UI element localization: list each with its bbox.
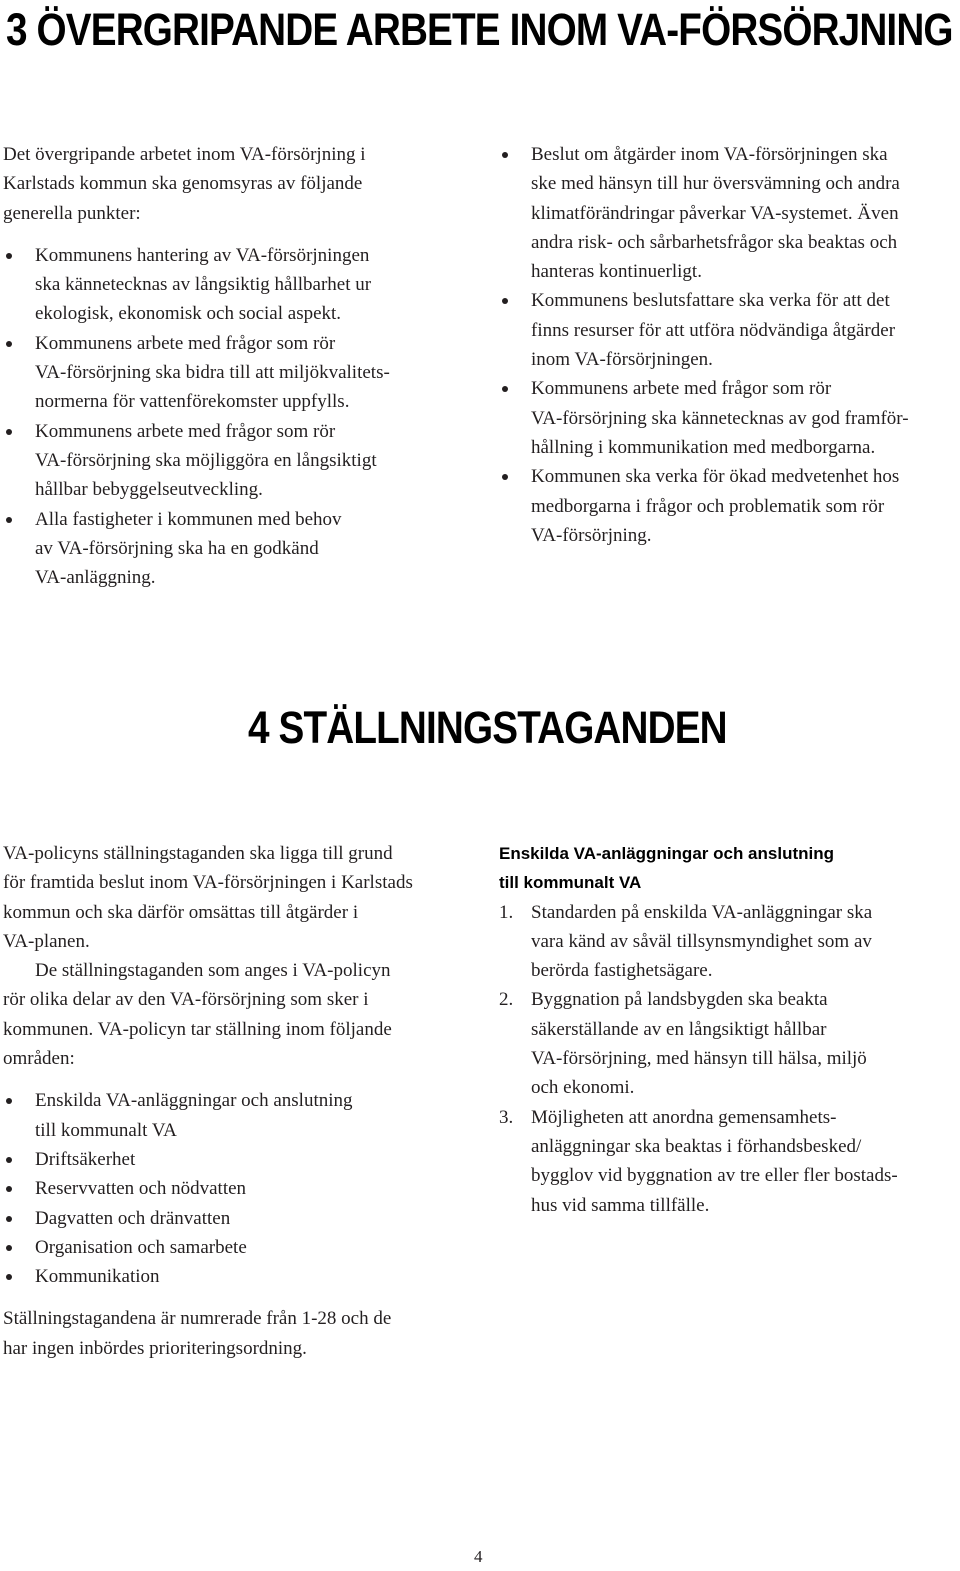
policy-areas-list xyxy=(3,1086,473,1291)
list-item: Kommunens arbete med frågor som rör VA-försörjning ska bidra till att miljökvalitets- normerna för vattenförekomster uppfylls. xyxy=(3,329,463,417)
subheading: Enskilda VA-anläggningar och anslutning till kommunalt VA xyxy=(499,844,834,893)
numbering-note: Ställningstagandena är numrerade från 1-28 och de har ingen inbördes prioriteringsordning. xyxy=(3,1308,392,1359)
intro-line: Det övergripande arbetet inom VA-försörjning i xyxy=(3,144,366,165)
list-item: Kommunens arbete med frågor som rör VA-försörjning ska möjliggöra en långsiktigt hållbar bebyggelseutveckling. xyxy=(3,417,463,505)
principles-list-right xyxy=(499,140,960,550)
list-item: Alla fastigheter i kommunen med behov av VA-försörjning ska ha en godkänd VA-anläggning. xyxy=(3,505,463,593)
section-3-heading: 3 ÖVERGRIPANDE ARBETE INOM VA-FÖRSÖRJNING xyxy=(6,4,953,55)
section-3-right-column xyxy=(499,140,960,550)
numbered-item: 3. Möjligheten att anordna gemensamhets- anläggningar ska beaktas i förhandsbesked/ bygglov vid byggnation av tre eller fler bostads- hus vid samma tillfälle. xyxy=(499,1103,960,1220)
item-number: 3. xyxy=(499,1106,514,1128)
list-item: Kommunens beslutsfattare ska verka för att det finns resurser för att utföra nödvändiga åtgärder inom VA-försörjningen. xyxy=(499,286,960,374)
list-item: Kommunens arbete med frågor som rör VA-försörjning ska kännetecknas av god framför- hållning i kommunikation med medborgarna. xyxy=(499,374,960,462)
page-number: 4 xyxy=(474,1547,483,1566)
section-4-right-column xyxy=(499,839,960,1220)
numbered-item: 2. Byggnation på landsbygden ska beakta säkerställande av en långsiktigt hållbar VA-försörjning, med hänsyn till hälsa, miljö och ekonomi. xyxy=(499,985,960,1102)
section-4-paragraph: VA-policyns ställningstaganden ska ligga till grund för framtida beslut inom VA-försörjningen i Karlstads kommun och ska därför omsättas till åtgärder i VA-planen. xyxy=(3,843,413,952)
numbered-item: 1. Standarden på enskilda VA-anläggningar ska vara känd av såväl tillsynsmyndighet som av berörda fastighetsägare. xyxy=(499,898,960,986)
positions-list xyxy=(499,898,960,1220)
principles-list-left xyxy=(3,241,463,593)
list-item: Reservvatten och nödvatten xyxy=(3,1174,473,1203)
list-item: Kommunens hantering av VA-försörjningen ska kännetecknas av långsiktig hållbarhet ur ekologisk, ekonomisk och social aspekt. xyxy=(3,241,463,329)
section-4-paragraph: De ställningstaganden som anges i VA-policyn rör olika delar av den VA-försörjning som sker i kommunen. VA-policyn tar ställning inom följande områden: xyxy=(3,960,392,1070)
list-item: Kommunen ska verka för ökad medvetenhet hos medborgarna i frågor och problematik som rör VA-försörjning. xyxy=(499,462,960,550)
item-number: 1. xyxy=(499,901,514,923)
list-item: Dagvatten och dränvatten xyxy=(3,1204,473,1233)
list-item: Driftsäkerhet xyxy=(3,1145,473,1174)
list-item: Organisation och samarbete xyxy=(3,1233,473,1262)
list-item: Beslut om åtgärder inom VA-försörjningen ska ske med hänsyn till hur översvämning och andra klimatförändringar påverkar VA-systemet. Även andra risk- och sårbarhetsfrågor ska beaktas och hanteras kontinuerligt. xyxy=(499,140,960,286)
section-3-left-column xyxy=(3,140,463,592)
intro-line: Karlstads kommun ska genomsyras av följande xyxy=(3,173,363,195)
list-item: Enskilda VA-anläggningar och anslutning till kommunalt VA xyxy=(3,1086,473,1145)
section-4-left-column xyxy=(3,839,473,1363)
list-item: Kommunikation xyxy=(3,1262,473,1291)
intro-line: generella punkter: xyxy=(3,202,141,224)
section-3-intro xyxy=(3,140,463,228)
section-4-heading: 4 STÄLLNINGSTAGANDEN xyxy=(248,702,727,753)
item-number: 2. xyxy=(499,989,514,1011)
